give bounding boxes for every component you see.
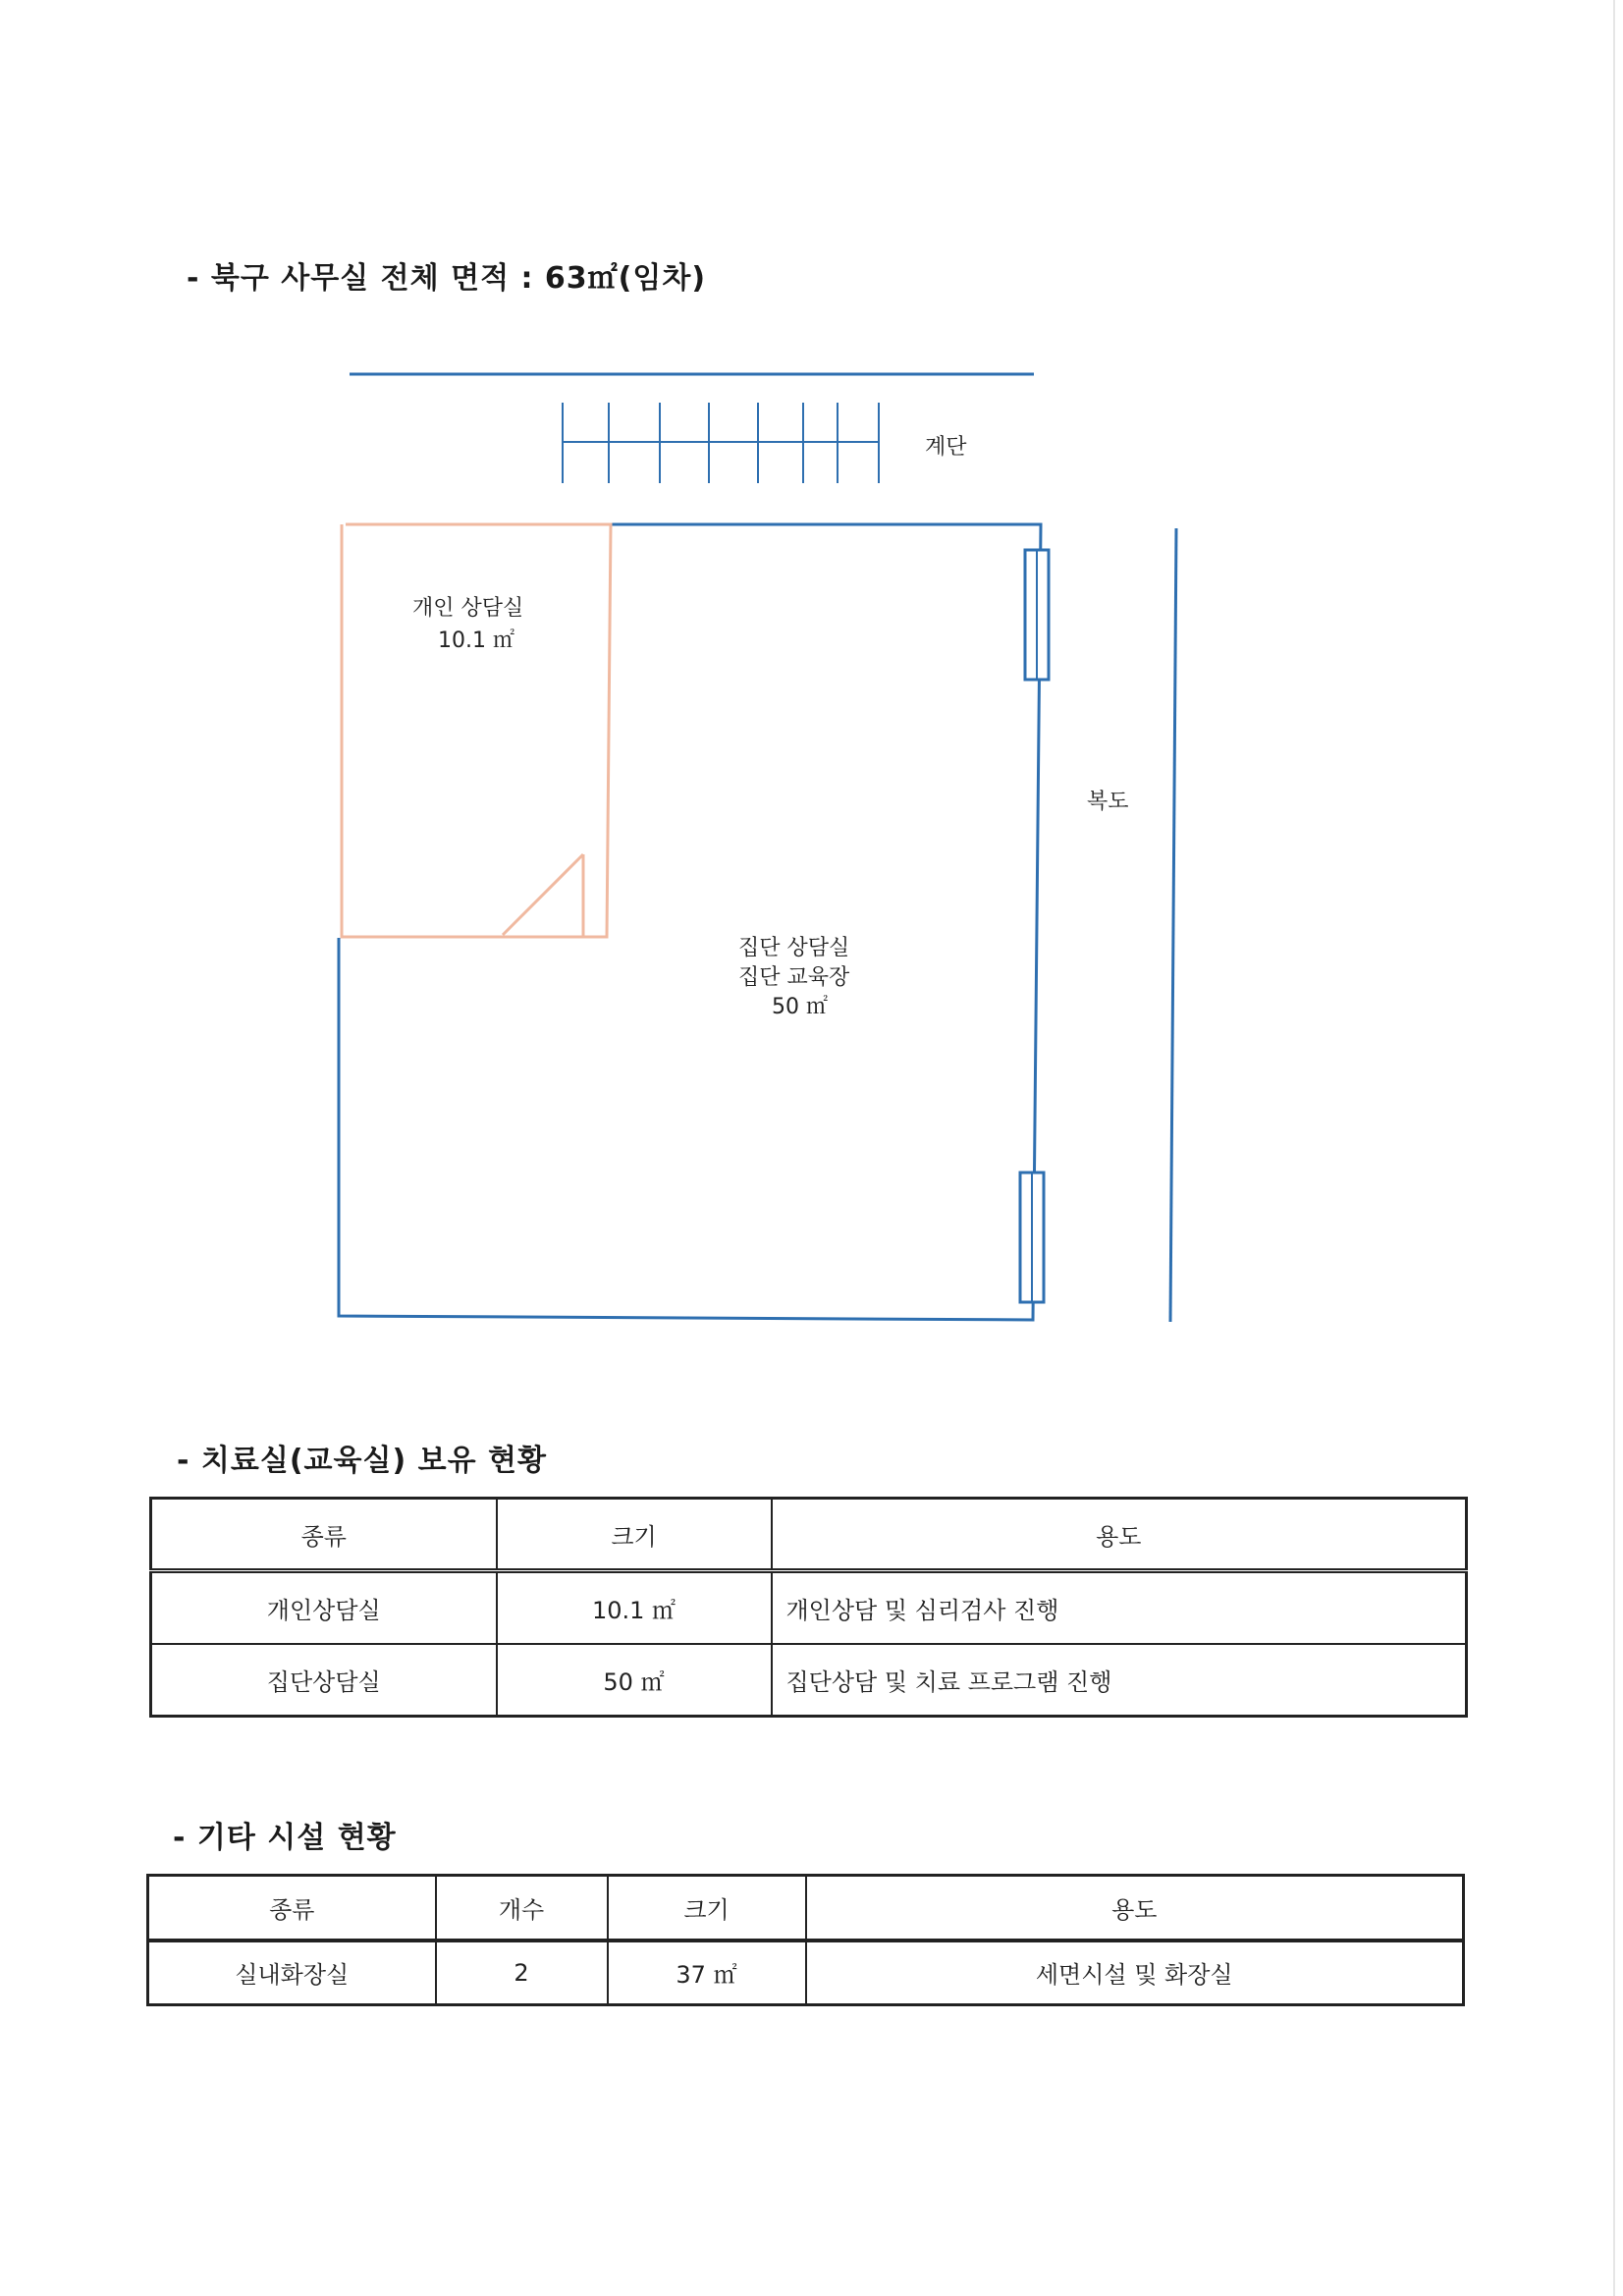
other-facilities-table: [146, 1874, 1465, 2006]
header-type: 종류: [151, 1499, 497, 1571]
cell-purpose: 개인상담 및 심리검사 진행: [772, 1571, 1467, 1644]
cell-count: 2: [436, 1941, 608, 2005]
individual-room-partition: [342, 524, 611, 937]
cell-type: 실내화장실: [148, 1941, 436, 2005]
cell-type: 집단상담실: [151, 1644, 497, 1717]
cell-size: 37 ㎡: [608, 1941, 806, 2005]
heading-office-area: - 북구 사무실 전체 면적 : 63㎡(임차): [187, 261, 707, 296]
corridor-label: 복도: [1087, 790, 1129, 814]
header-size: 크기: [497, 1499, 772, 1571]
group-room-name-line1: 집단 상담실: [738, 936, 850, 960]
stairs-label: 계단: [925, 435, 967, 460]
cell-purpose: 집단상담 및 치료 프로그램 진행: [772, 1644, 1467, 1717]
therapy-room-table: [149, 1497, 1468, 1718]
individual-room-name: 개인 상담실: [412, 596, 524, 621]
group-room-name-line2: 집단 교육장: [738, 965, 850, 990]
table-header-row: [148, 1876, 1464, 1941]
table-row: [148, 1941, 1464, 2005]
heading-other-facilities: - 기타 시설 현황: [173, 1821, 397, 1855]
table-row: [151, 1644, 1467, 1717]
group-room-area: 50 ㎡: [772, 995, 828, 1019]
table-header-row: [151, 1499, 1467, 1571]
corridor-wall: [1170, 528, 1176, 1322]
individual-room-area: 10.1 ㎡: [438, 629, 514, 653]
header-size: 크기: [608, 1876, 806, 1941]
table-row: [151, 1571, 1467, 1644]
header-purpose: 용도: [806, 1876, 1464, 1941]
cell-type: 개인상담실: [151, 1571, 497, 1644]
cell-size: 50 ㎡: [497, 1644, 772, 1717]
cell-size: 10.1 ㎡: [497, 1571, 772, 1644]
header-type: 종류: [148, 1876, 436, 1941]
header-purpose: 용도: [772, 1499, 1467, 1571]
cell-purpose: 세면시설 및 화장실: [806, 1941, 1464, 2005]
header-count: 개수: [436, 1876, 608, 1941]
stairs: [563, 403, 879, 483]
heading-therapy-rooms: - 치료실(교육실) 보유 현황: [177, 1444, 548, 1478]
